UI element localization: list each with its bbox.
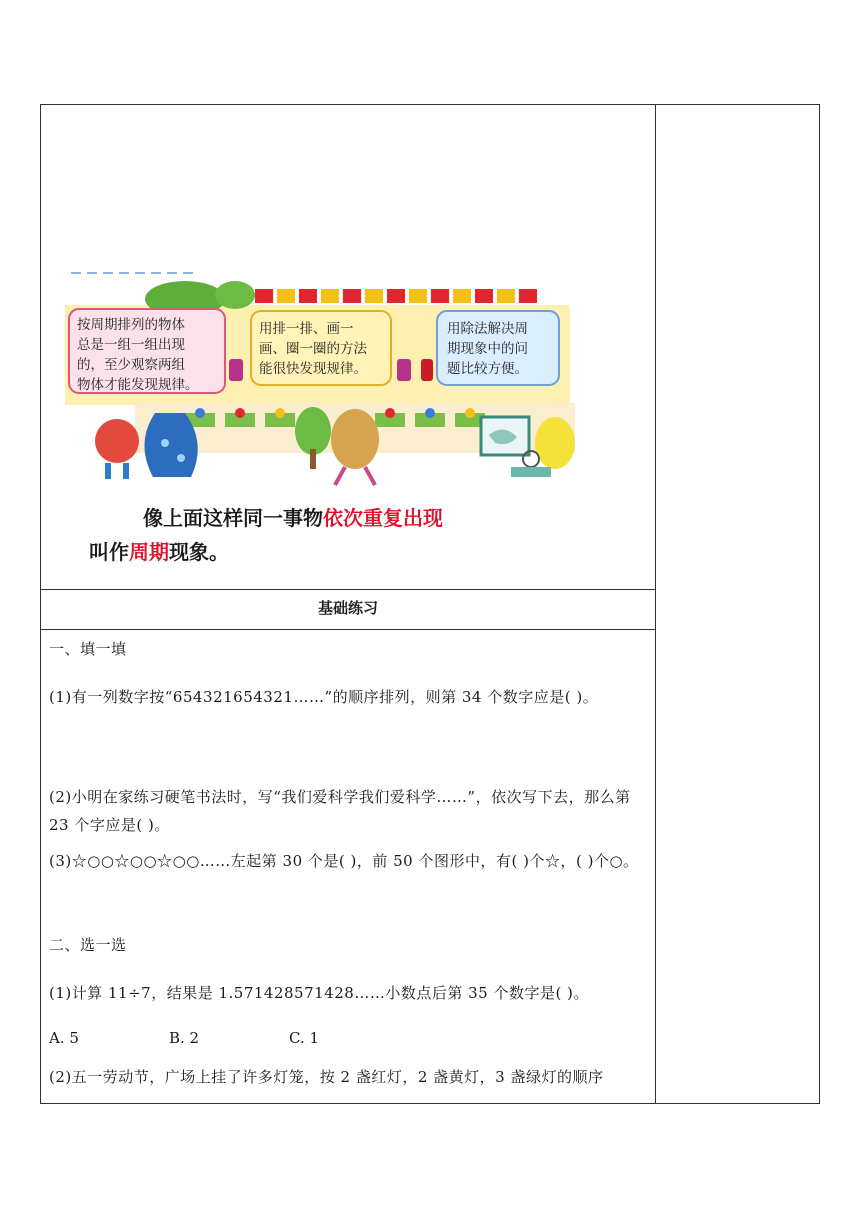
question-1-2: (2)小明在家练习硬笔书法时，写“我们爱科学我们爱科学……”，依次写下去，那么第 23 个字应是( )。 xyxy=(49,788,631,834)
flags-icon xyxy=(255,289,537,303)
question-2-2: (2)五一劳动节，广场上挂了许多灯笼，按 2 盏红灯，2 盏黄灯，3 盏绿灯的顺序 xyxy=(49,1068,604,1086)
bubble-middle-line: 用排一排、画一 xyxy=(259,321,354,337)
sack-icon xyxy=(144,413,197,477)
option-a: A. 5 xyxy=(49,1029,79,1047)
option-c: C. 1 xyxy=(289,1029,320,1047)
bubble-left-line: 物体才能发现规律。 xyxy=(77,377,199,393)
apple-character-icon xyxy=(95,419,139,479)
bubble-left-line: 的，至少观察两组 xyxy=(77,357,185,373)
answer-options xyxy=(49,1029,649,1057)
svg-text:用除法解决周 期现象中的问 题比较方 xyxy=(447,320,532,377)
question-2-1: (1)计算 11÷7，结果是 1.571428571428……小数点后第 35 个数字是( )。 xyxy=(49,984,589,1002)
option-b: B. 2 xyxy=(169,1029,200,1047)
row-divider xyxy=(41,589,655,590)
map-board-icon xyxy=(481,417,529,455)
part1-title: 一、填一填 xyxy=(49,640,127,658)
section-heading: 基础练习 xyxy=(317,599,378,617)
small-tree-icon xyxy=(295,407,331,469)
bubble-left-line: 总是一组一组出现 xyxy=(77,337,185,353)
worksheet-table xyxy=(40,104,820,1104)
caption-line-1: 像上面这样同一事物依次重复出现 xyxy=(143,506,443,530)
bubble-right-line: 题比较方便。 xyxy=(447,361,528,377)
question-1-1: (1)有一列数字按“654321654321……”的顺序排列，则第 34 个数字应是( )。 xyxy=(49,688,599,706)
bubble-right-line: 用除法解决周 xyxy=(447,321,528,337)
bubble-right-line: 期现象中的问 xyxy=(447,341,528,357)
potato-character-icon xyxy=(331,409,379,485)
row-divider xyxy=(41,629,655,630)
svg-text:用排一排、画一 画、圈一圈的方法 能 xyxy=(259,320,371,377)
bubble-middle-line: 能很快发现规律。 xyxy=(259,361,367,377)
question-1-3: (3)☆○○☆○○☆○○……左起第 30 个是( )，前 50 个图形中，有( )个☆，( )个○。 xyxy=(49,852,639,870)
column-divider xyxy=(655,105,656,1103)
periodic-phenomenon-illustration xyxy=(65,263,595,583)
bubble-left-line: 按周期排列的物体 xyxy=(77,317,185,333)
part2-title: 二、选一选 xyxy=(49,936,127,954)
caption-line-2: 叫作周期现象。 xyxy=(89,540,229,564)
bubble-middle-line: 画、圈一圈的方法 xyxy=(259,341,367,357)
